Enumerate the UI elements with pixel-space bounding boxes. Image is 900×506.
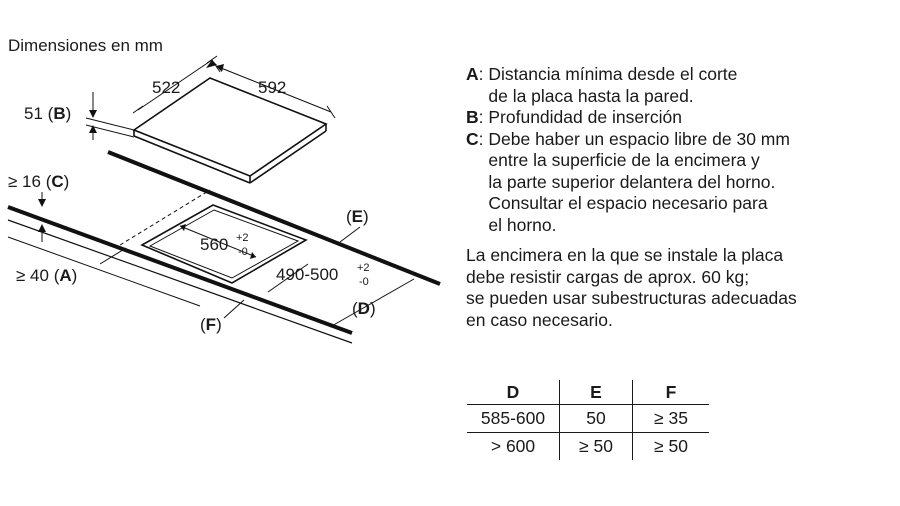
clearance-table — [467, 380, 709, 460]
dim-c-label: ≥ 16 (C) — [8, 172, 70, 191]
label-d-key: D — [357, 299, 370, 318]
hob-drawing — [133, 56, 335, 183]
note-a: A : Distancia mínima desde el corte de la placa hasta la pared. — [466, 64, 738, 106]
label-d: (D) — [352, 299, 376, 318]
label-f-key: F — [205, 315, 217, 334]
note-c-key: C — [466, 128, 479, 149]
svg-text:51 (B): 51 (B) — [24, 104, 72, 123]
table-row — [467, 405, 709, 433]
table-header-f: F — [633, 380, 710, 405]
dim-a-value: ≥ 40 — [16, 266, 49, 285]
dim-c-value: ≥ 16 — [8, 172, 41, 191]
dim-b-key: B — [53, 104, 66, 123]
dim-c-key: C — [51, 172, 64, 191]
cutout-width-value: 560 — [200, 235, 229, 254]
table-cell: ≥ 50 — [560, 433, 633, 461]
label-f: (F) — [200, 315, 222, 334]
table-row — [467, 433, 709, 461]
cutout-width-label — [200, 235, 228, 254]
table-header-e: E — [560, 380, 633, 405]
dim-width-label: 522 — [152, 78, 181, 97]
note-c-text: Debe haber un espacio libre de 30 mm entre la superficie de la encimera y la parte superior delantera del horno. Consultar el espacio necesario para el horno. — [488, 128, 790, 235]
cutout-depth-tol-minus: -0 — [359, 276, 369, 288]
label-e-key: E — [351, 207, 364, 226]
note-b-key: B — [466, 107, 479, 127]
dim-a-label: ≥ 40 (A) — [16, 266, 78, 285]
dim-depth-label: 592 — [258, 78, 287, 97]
table-cell: 50 — [560, 405, 633, 433]
note-a-text: Distancia mínima desde el corte de la placa hasta la pared. — [488, 64, 738, 106]
cutout-depth-tol-plus: +2 — [357, 262, 370, 274]
dim-a-key: A — [59, 266, 72, 285]
dim-b-value: 51 — [24, 104, 43, 123]
notes-panel — [466, 64, 896, 331]
table-cell: ≥ 50 — [633, 433, 710, 461]
note-c: C : Debe haber un espacio libre de 30 mm entre la superficie de la encimera y la parte superior delantera del horno. Consultar el espacio necesario para el horno. — [466, 128, 790, 235]
table-cell: 585-600 — [480, 408, 546, 428]
page-title: Dimensiones en mm — [8, 36, 163, 55]
cutout-width-tol-plus: +2 — [236, 232, 249, 244]
load-note: La encimera en la que se instale la placa debe resistir cargas de aprox. 60 kg; se pueden usar subestructuras adecuadas en caso necesario. — [466, 245, 797, 330]
label-e: (E) — [346, 207, 369, 226]
table-cell: ≥ 35 — [633, 405, 710, 433]
table-header-d: D — [467, 380, 560, 405]
cutout-width-tol-minus: -0 — [238, 246, 248, 258]
note-b: B : Profundidad de inserción — [466, 107, 682, 127]
table-cell: > 600 — [467, 433, 560, 461]
table-header-row — [467, 380, 709, 405]
note-a-key: A — [466, 64, 479, 84]
cutout-depth-label: 490-500 — [276, 265, 339, 284]
note-b-text: Profundidad de inserción — [488, 107, 682, 127]
